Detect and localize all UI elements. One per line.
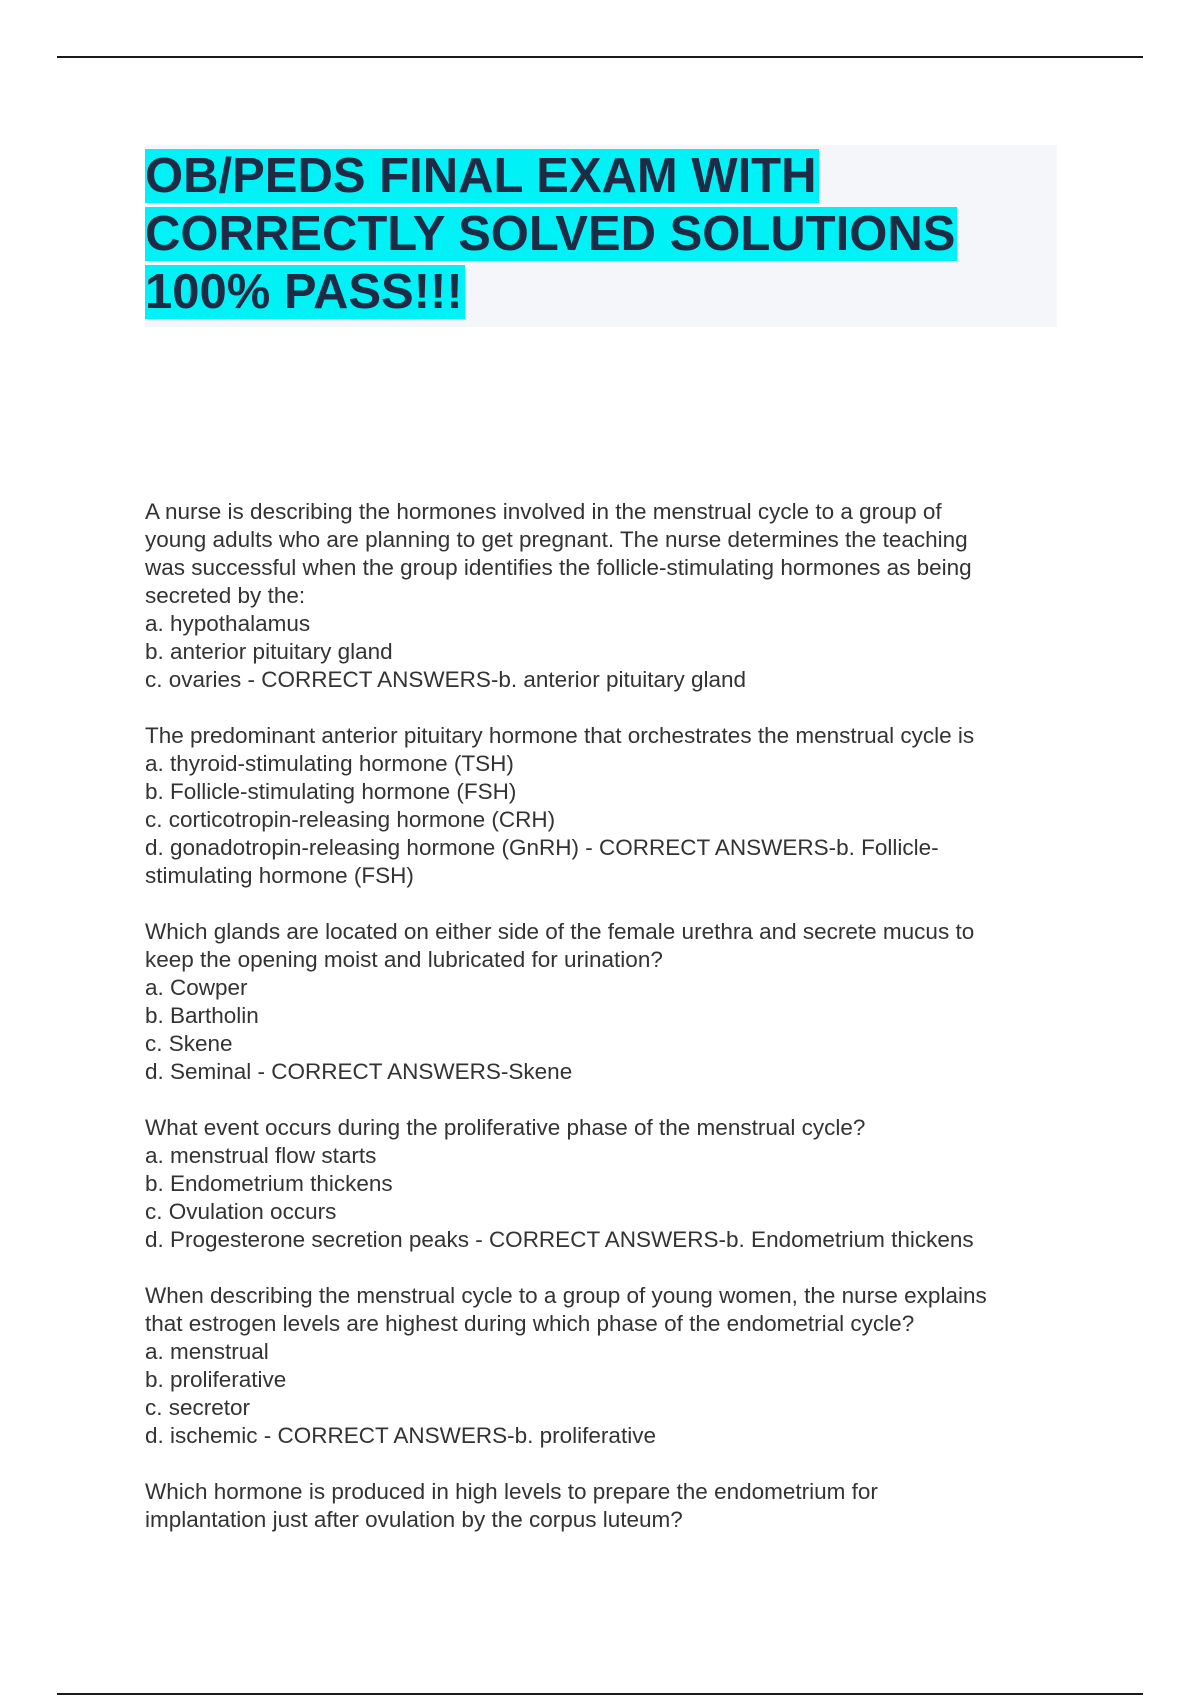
answer-line: c. ovaries - CORRECT ANSWERS-b. anterior pituitary gland — [145, 667, 747, 692]
question-line: When describing the menstrual cycle to a group of young women, the nurse explains — [145, 1283, 987, 1308]
title-line: 100% PASS!!! — [145, 265, 463, 319]
question-line: A nurse is describing the hormones involved in the menstrual cycle to a group of — [145, 499, 942, 524]
question-list — [145, 498, 1075, 1562]
option-line: c. corticotropin-releasing hormone (CRH) — [145, 807, 556, 832]
option-line: b. Bartholin — [145, 1003, 259, 1028]
question-item — [145, 722, 1075, 890]
title-line: CORRECTLY SOLVED SOLUTIONS — [145, 207, 956, 261]
answer-line: d. Progesterone secretion peaks - CORRECT ANSWERS-b. Endometrium thickens — [145, 1227, 974, 1252]
bottom-rule — [57, 1693, 1143, 1695]
option-line: a. menstrual flow starts — [145, 1143, 377, 1168]
question-line: secreted by the: — [145, 583, 306, 608]
title-block — [145, 145, 1057, 327]
option-line: b. Follicle-stimulating hormone (FSH) — [145, 779, 517, 804]
option-line: b. Endometrium thickens — [145, 1171, 393, 1196]
document-title — [145, 145, 1057, 321]
question-line: Which hormone is produced in high levels to prepare the endometrium for — [145, 1479, 878, 1504]
option-line: c. Ovulation occurs — [145, 1199, 337, 1224]
option-line: b. anterior pituitary gland — [145, 639, 393, 664]
option-line: a. hypothalamus — [145, 611, 311, 636]
question-item — [145, 918, 1075, 1086]
question-line: Which glands are located on either side of the female urethra and secrete mucus to — [145, 919, 975, 944]
question-line: that estrogen levels are highest during which phase of the endometrial cycle? — [145, 1311, 915, 1336]
question-line: implantation just after ovulation by the corpus luteum? — [145, 1507, 683, 1532]
option-line: a. Cowper — [145, 975, 248, 1000]
question-item — [145, 498, 1075, 694]
option-line: c. Skene — [145, 1031, 233, 1056]
option-line: a. thyroid-stimulating hormone (TSH) — [145, 751, 514, 776]
answer-line: d. ischemic - CORRECT ANSWERS-b. proliferative — [145, 1423, 656, 1448]
option-line: c. secretor — [145, 1395, 251, 1420]
question-line: The predominant anterior pituitary hormone that orchestrates the menstrual cycle is — [145, 723, 975, 748]
question-line: was successful when the group identifies the follicle-stimulating hormones as being — [145, 555, 972, 580]
question-item — [145, 1478, 1075, 1534]
question-line: young adults who are planning to get pregnant. The nurse determines the teaching — [145, 527, 968, 552]
answer-line: d. Seminal - CORRECT ANSWERS-Skene — [145, 1059, 573, 1084]
top-rule — [57, 56, 1143, 58]
question-item — [145, 1114, 1075, 1254]
answer-line: d. gonadotropin-releasing hormone (GnRH) - CORRECT ANSWERS-b. Follicle- — [145, 835, 939, 860]
title-line: OB/PEDS FINAL EXAM WITH — [145, 149, 817, 203]
option-line: a. menstrual — [145, 1339, 269, 1364]
question-line: What event occurs during the proliferative phase of the menstrual cycle? — [145, 1115, 866, 1140]
question-item — [145, 1282, 1075, 1450]
answer-line: stimulating hormone (FSH) — [145, 863, 414, 888]
question-line: keep the opening moist and lubricated for urination? — [145, 947, 663, 972]
option-line: b. proliferative — [145, 1367, 287, 1392]
